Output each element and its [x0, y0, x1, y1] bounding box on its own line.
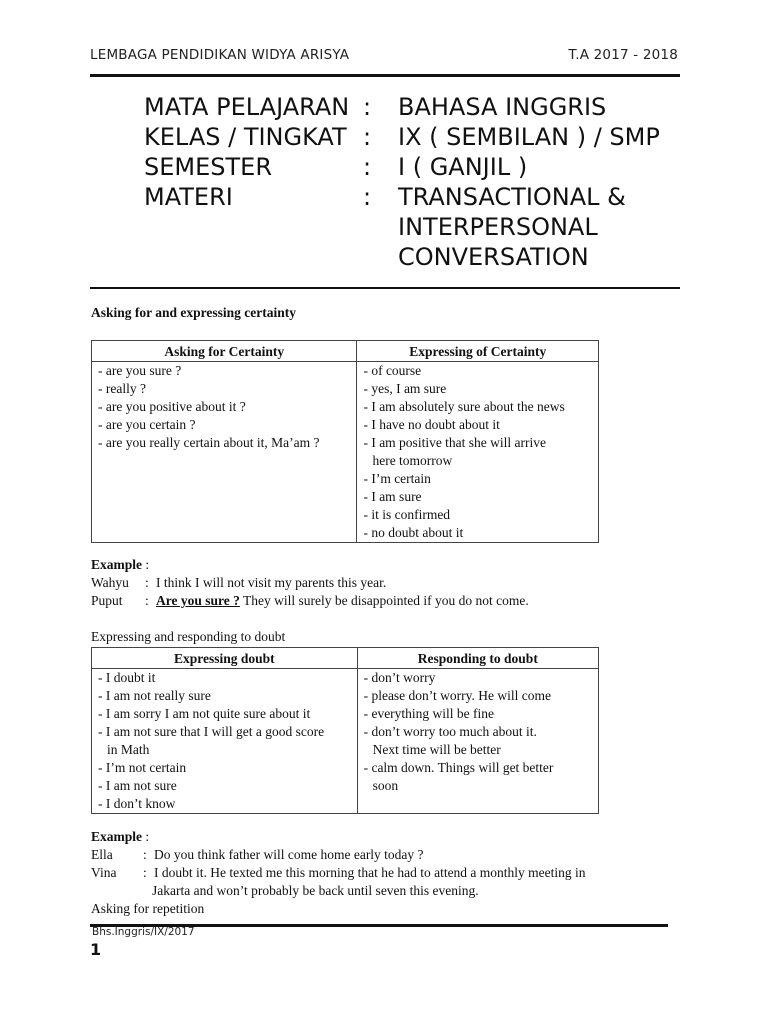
info-row-subject [144, 92, 660, 122]
info-colon: : [363, 123, 372, 151]
column-header: Expressing of Certainty [357, 341, 599, 362]
info-value: TRANSACTIONAL & [398, 183, 626, 211]
speaker-name: Vina [91, 865, 117, 880]
speaker-colon: : [145, 593, 149, 608]
info-value: I ( GANJIL ) [398, 153, 528, 181]
table-row [92, 362, 599, 543]
info-row-semester [144, 152, 660, 182]
speaker-colon: : [143, 847, 147, 862]
list-item-continued: Next time will be better [372, 742, 501, 757]
speaker-colon: : [145, 575, 149, 590]
list-item: - are you sure ? [98, 363, 182, 378]
info-value: BAHASA INGGRIS [398, 93, 607, 121]
list-item: - calm down. Things will get better [363, 760, 554, 775]
dialog-emphasis: Are you sure ? [156, 593, 240, 608]
info-key: MATA PELAJARAN [144, 93, 350, 121]
header-academic-year: T.A 2017 - 2018 [568, 47, 678, 63]
dialog-text: I think I will not visit my parents this year. [156, 575, 387, 590]
list-item: - I have no doubt about it [363, 417, 500, 432]
info-key: SEMESTER [144, 153, 273, 181]
dialog-line [91, 574, 386, 592]
list-item: - are you positive about it ? [98, 399, 246, 414]
info-value: IX ( SEMBILAN ) / SMP [398, 123, 660, 151]
list-item: - don’t worry [363, 670, 436, 685]
column-header: Responding to doubt [357, 648, 598, 669]
list-item: - yes, I am sure [363, 381, 447, 396]
list-item: - I am not really sure [98, 688, 211, 703]
dialog-text-continued: Jakarta and won’t probably be back until seven this evening. [152, 883, 479, 898]
example-colon: : [142, 557, 150, 572]
info-colon: : [363, 93, 372, 121]
example-heading [91, 556, 149, 574]
example-label: Example [91, 829, 143, 844]
table-header-row [92, 341, 599, 362]
footer-label: Bhs.Inggris/IX/2017 [92, 926, 195, 938]
table-row [92, 669, 599, 814]
list-item: - don’t worry too much about it. [363, 724, 537, 739]
table-cell-expressing-doubt [92, 669, 358, 814]
section-title-doubt: Expressing and responding to doubt [91, 629, 286, 644]
info-value-continued: CONVERSATION [398, 243, 589, 271]
dialog-line [91, 864, 586, 882]
list-item: - I don’t know [98, 796, 176, 811]
speaker-colon: : [143, 865, 147, 880]
info-row-class [144, 122, 660, 152]
list-item: - of course [363, 363, 422, 378]
table-cell-responding-doubt [357, 669, 598, 814]
example-colon: : [142, 829, 150, 844]
list-item: - really ? [98, 381, 146, 396]
dialog-line [91, 592, 529, 610]
list-item: - I’m certain [363, 471, 431, 486]
info-rule [90, 287, 680, 289]
info-value-continued: INTERPERSONAL [398, 213, 598, 241]
list-item: - I am sure [363, 489, 422, 504]
dialog-text: Do you think father will come home early today ? [154, 847, 424, 862]
info-colon: : [363, 183, 372, 211]
list-item: - please don’t worry. He will come [363, 688, 552, 703]
column-header: Expressing doubt [92, 648, 358, 669]
list-item: - I am absolutely sure about the news [363, 399, 565, 414]
section-title-repetition: Asking for repetition [91, 901, 205, 916]
example-label: Example [91, 557, 143, 572]
dialog-line [91, 846, 424, 864]
dialog-text: I doubt it. He texted me this morning that he had to attend a monthly meeting in [154, 865, 586, 880]
list-item: - I am positive that she will arrive [363, 435, 547, 450]
list-item: - are you certain ? [98, 417, 196, 432]
column-header: Asking for Certainty [92, 341, 357, 362]
info-key: MATERI [144, 183, 233, 211]
speaker-name: Puput [91, 593, 123, 608]
info-key: KELAS / TINGKAT [144, 123, 347, 151]
list-item: - I am not sure that I will get a good score [98, 724, 325, 739]
list-item: - it is confirmed [363, 507, 451, 522]
subject-info [144, 92, 660, 272]
page-number: 1 [90, 940, 102, 959]
example-heading [91, 828, 149, 846]
header-institution: LEMBAGA PENDIDIKAN WIDYA ARISYA [90, 47, 350, 63]
list-item-continued: in Math [107, 742, 150, 757]
info-colon: : [363, 153, 372, 181]
list-item: - no doubt about it [363, 525, 464, 540]
list-item-continued: soon [372, 778, 399, 793]
speaker-name: Wahyu [91, 575, 129, 590]
list-item: - I am sorry I am not quite sure about it [98, 706, 311, 721]
table-header-row [92, 648, 599, 669]
list-item: - I am not sure [98, 778, 177, 793]
section-title-certainty: Asking for and expressing certainty [91, 305, 297, 320]
doubt-table [91, 647, 599, 814]
list-item-continued: here tomorrow [372, 453, 453, 468]
dialog-text: They will surely be disappointed if you do not come. [239, 593, 529, 608]
info-row-material [144, 182, 660, 212]
list-item: - are you really certain about it, Ma’am ? [98, 435, 320, 450]
list-item: - I’m not certain [98, 760, 187, 775]
speaker-name: Ella [91, 847, 113, 862]
certainty-table [91, 340, 599, 543]
table-cell-expressing-certainty [357, 362, 599, 543]
table-cell-asking-certainty [92, 362, 357, 543]
header-rule [90, 74, 680, 77]
list-item: - I doubt it [98, 670, 156, 685]
list-item: - everything will be fine [363, 706, 495, 721]
